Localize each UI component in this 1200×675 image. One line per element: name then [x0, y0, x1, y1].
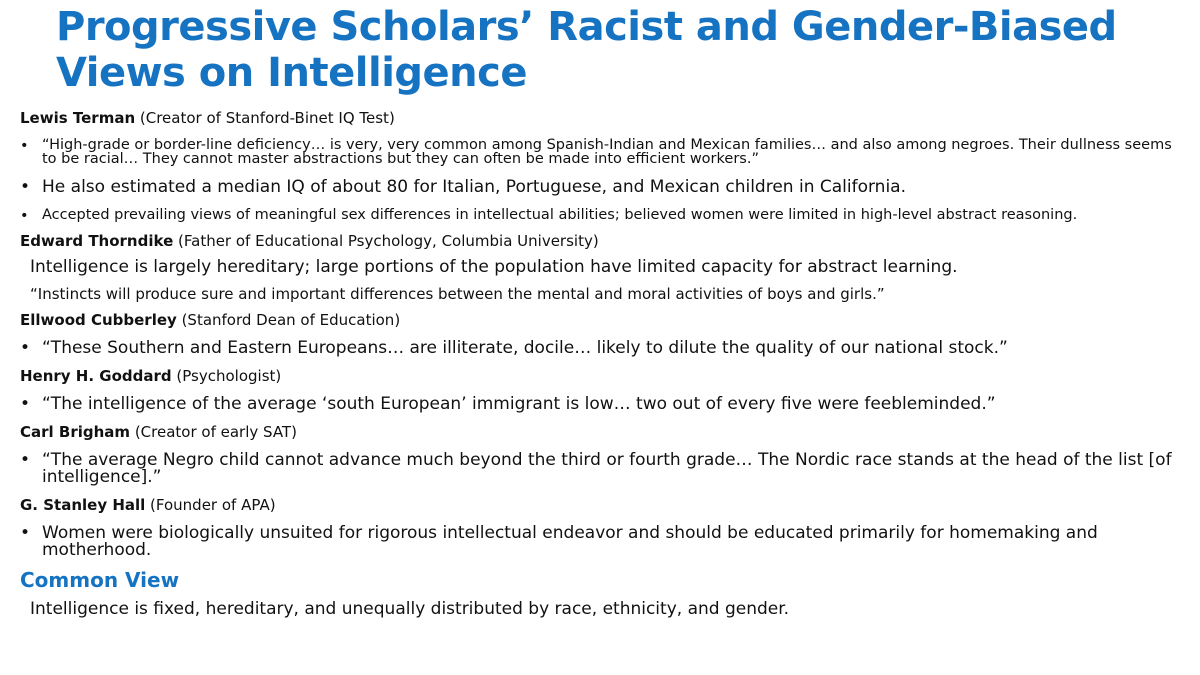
- person-name: G. Stanley Hall: [20, 496, 146, 514]
- bullet-cubberley-quote: • “These Southern and Eastern Europeans… are illiterate, docile… likely to dilute the quality of our national stock.”: [20, 340, 1180, 357]
- person-role: (Creator of Stanford-Binet IQ Test): [135, 109, 395, 127]
- bullet-terman-sex: • Accepted prevailing views of meaningful sex differences in intellectual abilities; believed women were limited in high-level abstract reasoning.: [20, 208, 1180, 222]
- person-cubberley: [20, 310, 1180, 330]
- bullet-terman-iq: • He also estimated a median IQ of about 80 for Italian, Portuguese, and Mexican children in California.: [20, 179, 1180, 196]
- thorndike-instincts-quote: “Instincts will produce sure and important differences between the mental and moral activities of boys and girls.”: [30, 285, 885, 303]
- person-thorndike: [20, 231, 1180, 251]
- bullet-hall-women: • Women were biologically unsuited for rigorous intellectual endeavor and should be educated primarily for homemaking and motherhood.: [20, 525, 1180, 559]
- person-role: (Psychologist): [171, 367, 282, 385]
- common-view-heading: Common View: [20, 568, 180, 592]
- person-name: Lewis Terman: [20, 109, 136, 127]
- person-hall: [20, 495, 1180, 515]
- person-name: Ellwood Cubberley: [20, 311, 177, 329]
- common-view-text: Intelligence is fixed, hereditary, and unequally distributed by race, ethnicity, and gender.: [30, 599, 790, 619]
- person-role: (Founder of APA): [145, 496, 276, 514]
- person-name: Carl Brigham: [20, 423, 131, 441]
- bullet-terman-quote: • “High-grade or border-line deficiency… is very, very common among Spanish-Indian and Mexican families… and also among negroes. Their dullness seems to be racial… They cannot master abstractions but they can often be made into efficient workers.”: [20, 138, 1180, 166]
- slide-title: Progressive Scholars’ Racist and Gender-Biased Views on Intelligence: [56, 4, 1117, 96]
- person-role: (Stanford Dean of Education): [176, 311, 401, 329]
- person-role: (Creator of early SAT): [130, 423, 297, 441]
- person-terman: [20, 108, 1180, 128]
- thorndike-heredity-line: Intelligence is largely hereditary; large portions of the population have limited capacity for abstract learning.: [30, 257, 958, 277]
- slide-content: [20, 108, 1180, 619]
- person-name: Edward Thorndike: [20, 232, 174, 250]
- person-goddard: [20, 366, 1180, 386]
- person-name: Henry H. Goddard: [20, 367, 172, 385]
- bullet-goddard-quote: • “The intelligence of the average ‘south European’ immigrant is low… two out of every five were feebleminded.”: [20, 396, 1180, 413]
- bullet-brigham-quote: • “The average Negro child cannot advance much beyond the third or fourth grade… The Nordic race stands at the head of the list [of intelligence].”: [20, 452, 1180, 486]
- person-role: (Father of Educational Psychology, Columbia University): [173, 232, 599, 250]
- person-brigham: [20, 422, 1180, 442]
